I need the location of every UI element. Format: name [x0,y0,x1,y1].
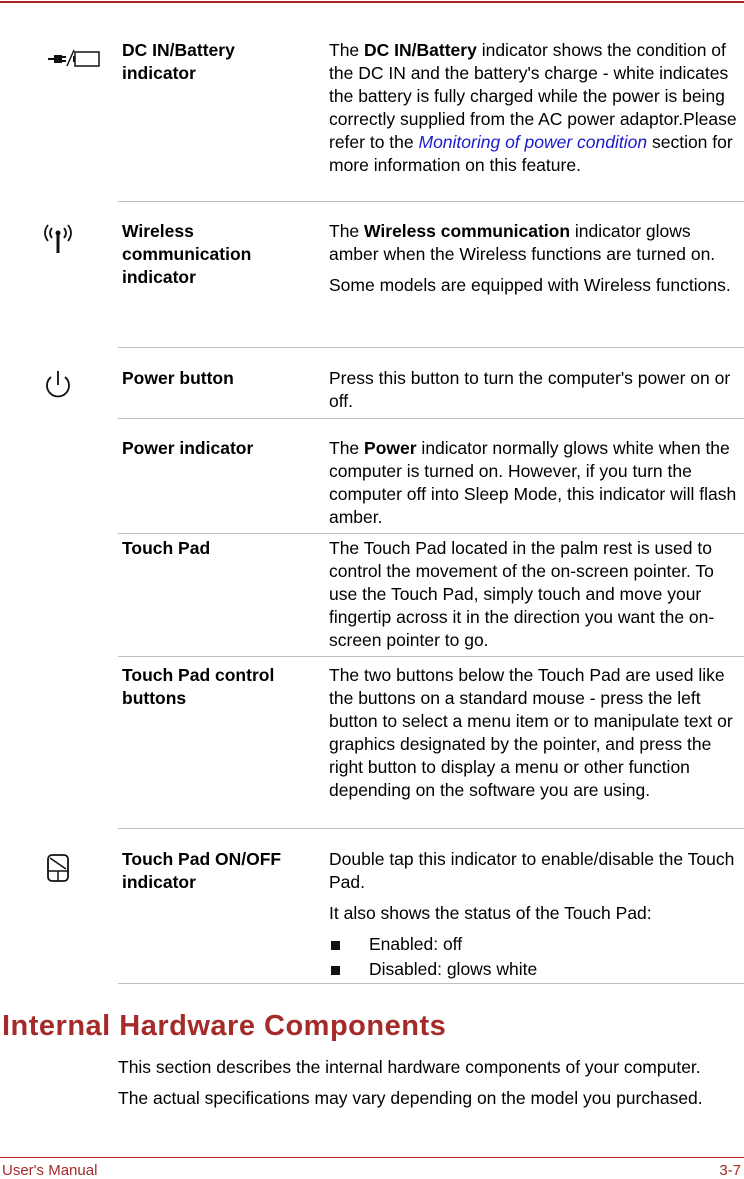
list-item: Disabled: glows white [329,958,744,981]
desc-touch-pad-buttons: The two buttons below the Touch Pad are used like the buttons on a standard mouse - press the left button to select a menu item or to manipulate text or graphics designated by the pointer, and press the right button to display a menu or other function depending on the software you are using. [329,665,733,800]
row-divider [118,201,744,202]
desc-dc-in-battery: The DC IN/Battery indicator shows the condition of the DC IN and the battery's charge - white indicates the battery is fully charged while the power is being correctly supplied from the AC power adaptor.Please refer to the Monitoring of power condition section for more information on this feature. [329,40,737,175]
touchpad-icon [40,850,76,886]
term-touch-pad-buttons: Touch Pad control buttons [122,665,275,708]
desc-wireless: The Wireless communication indicator glows amber when the Wireless functions are turned on. Some models are equipped with Wireless functions. [329,221,731,295]
section-paragraph: This section describes the internal hardware components of your computer. [118,1057,701,1077]
row-divider [118,418,744,419]
desc-bold: DC IN/Battery [364,40,477,60]
term-dc-in-battery: DC IN/Battery indicator [122,40,235,83]
dc-in-battery-icon [40,42,76,78]
row-divider [118,983,744,984]
power-icon [40,367,76,403]
wireless-icon [40,222,76,258]
footer-manual-title: User's Manual [2,1162,98,1179]
monitoring-link[interactable]: Monitoring of power condition [418,132,648,152]
desc-power-button: Press this button to turn the computer's power on or off. [329,368,731,411]
section-title: Internal Hardware Components [2,1010,447,1042]
desc-power-indicator: The Power indicator normally glows white when the computer is turned on. However, if you turn the computer off into Sleep Mode, this indicator will flash amber. [329,438,737,527]
term-wireless: Wireless communication indicator [122,221,252,287]
row-divider [118,828,744,829]
row-divider [118,533,744,534]
section-paragraph: The actual specifications may vary depending on the model you purchased. [118,1088,703,1108]
term-touch-pad: Touch Pad [122,538,211,558]
term-power-button: Power button [122,368,234,388]
row-divider [118,347,744,348]
row-divider [118,656,744,657]
footer-rule [0,1157,744,1158]
list-item: Enabled: off [329,933,744,956]
term-touch-pad-onoff: Touch Pad ON/OFF indicator [122,849,282,892]
top-rule [0,1,744,3]
desc-touch-pad-onoff: Double tap this indicator to enable/disable the Touch Pad. It also shows the status of the Touch Pad: Enabled: off Disabled: glows white [329,848,744,983]
desc-touch-pad: The Touch Pad located in the palm rest is used to control the movement of the on-screen pointer. To use the Touch Pad, simply touch and move your fingertip across it in the direction you want the on-screen pointer to go. [329,538,715,650]
page-number: 3-7 [719,1162,741,1179]
term-power-indicator: Power indicator [122,438,254,458]
